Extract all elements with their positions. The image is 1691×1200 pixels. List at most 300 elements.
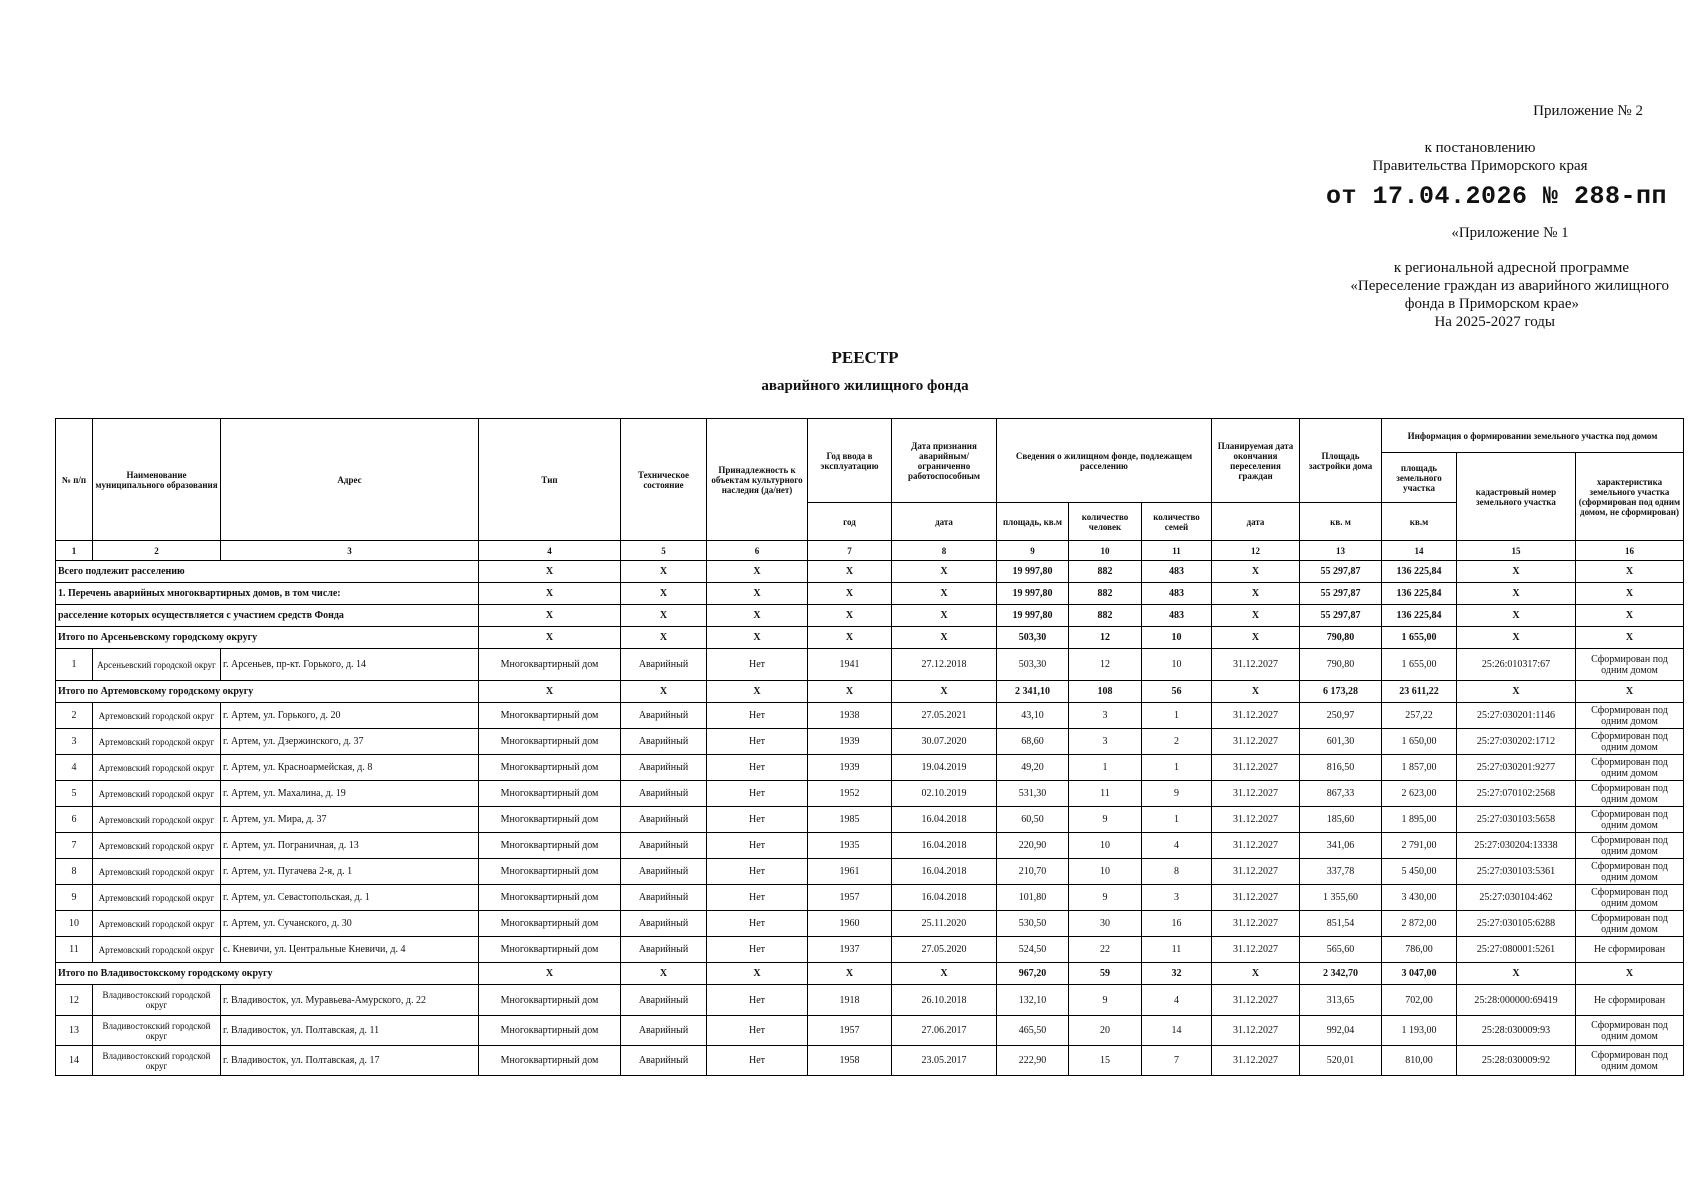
row-date: 16.04.2018 xyxy=(892,859,997,885)
summary-row xyxy=(56,605,1684,627)
table-row xyxy=(56,859,1684,885)
column-number: 4 xyxy=(479,541,621,561)
row-fam: 4 xyxy=(1142,833,1212,859)
table-row xyxy=(56,1016,1684,1046)
row-land: 1 895,00 xyxy=(1382,807,1457,833)
row-address: г. Артем, ул. Пограничная, д. 13 xyxy=(221,833,479,859)
row-cond: Аварийный xyxy=(621,781,707,807)
row-cond: Аварийный xyxy=(621,1016,707,1046)
summary-build: 790,80 xyxy=(1300,627,1382,649)
row-address: г. Владивосток, ул. Муравьева-Амурского, д. 22 xyxy=(221,985,479,1016)
row-area: 503,30 xyxy=(997,649,1069,681)
program-line-4: На 2025-2027 годы xyxy=(1434,314,1555,330)
summary-c8: X xyxy=(892,627,997,649)
row-her: Нет xyxy=(707,1016,808,1046)
row-date: 23.05.2017 xyxy=(892,1046,997,1076)
row-land: 786,00 xyxy=(1382,937,1457,963)
row-cond: Аварийный xyxy=(621,859,707,885)
row-plan: 31.12.2027 xyxy=(1212,729,1300,755)
row-people: 10 xyxy=(1069,833,1142,859)
row-cad: 25:27:030202:1712 xyxy=(1457,729,1576,755)
row-fam: 1 xyxy=(1142,755,1212,781)
row-type: Многоквартирный дом xyxy=(479,911,621,937)
summary-area: 19 997,80 xyxy=(997,605,1069,627)
summary-c16: X xyxy=(1576,605,1684,627)
table-row xyxy=(56,911,1684,937)
col-land-char: характеристика земельного участка (сформирован под одним домом, не сформирован) xyxy=(1576,453,1684,541)
row-cond: Аварийный xyxy=(621,729,707,755)
row-area: 222,90 xyxy=(997,1046,1069,1076)
summary-families: 483 xyxy=(1142,561,1212,583)
summary-c12: X xyxy=(1212,605,1300,627)
summary-c15: X xyxy=(1457,583,1576,605)
row-address: г. Артем, ул. Махалина, д. 19 xyxy=(221,781,479,807)
row-plan: 31.12.2027 xyxy=(1212,885,1300,911)
summary-row xyxy=(56,681,1684,703)
col-land-area: площадь земельного участка xyxy=(1382,453,1457,503)
col-build-area: Площадь застройки дома xyxy=(1300,419,1382,503)
summary-row xyxy=(56,627,1684,649)
program-line-1: к региональной адресной программе xyxy=(1393,260,1629,276)
row-type: Многоквартирный дом xyxy=(479,985,621,1016)
row-date: 26.10.2018 xyxy=(892,985,997,1016)
row-plan: 31.12.2027 xyxy=(1212,807,1300,833)
row-year: 1957 xyxy=(808,1016,892,1046)
row-fam: 16 xyxy=(1142,911,1212,937)
row-number: 2 xyxy=(56,703,93,729)
row-cad: 25:28:000000:69419 xyxy=(1457,985,1576,1016)
row-cond: Аварийный xyxy=(621,833,707,859)
row-cad: 25:28:030009:93 xyxy=(1457,1016,1576,1046)
row-fam: 2 xyxy=(1142,729,1212,755)
summary-people: 882 xyxy=(1069,561,1142,583)
row-cond: Аварийный xyxy=(621,755,707,781)
row-cad: 25:26:010317:67 xyxy=(1457,649,1576,681)
row-people: 1 xyxy=(1069,755,1142,781)
summary-land: 1 655,00 xyxy=(1382,627,1457,649)
to-resolution: к постановлению xyxy=(1424,140,1536,156)
row-area: 68,60 xyxy=(997,729,1069,755)
table-row xyxy=(56,755,1684,781)
row-cad: 25:27:030103:5361 xyxy=(1457,859,1576,885)
summary-land: 136 225,84 xyxy=(1382,605,1457,627)
row-plan: 31.12.2027 xyxy=(1212,911,1300,937)
row-area: 465,50 xyxy=(997,1016,1069,1046)
unit-families: количество семей xyxy=(1142,503,1212,541)
summary-row xyxy=(56,963,1684,985)
registry-subtitle: аварийного жилищного фонда xyxy=(761,378,969,394)
unit-m2-land: кв.м xyxy=(1382,503,1457,541)
table-row xyxy=(56,703,1684,729)
row-date: 19.04.2019 xyxy=(892,755,997,781)
column-number: 14 xyxy=(1382,541,1457,561)
row-area: 43,10 xyxy=(997,703,1069,729)
row-cad: 25:27:030201:1146 xyxy=(1457,703,1576,729)
row-municipality: Артемовский городской округ xyxy=(93,755,221,781)
row-number: 4 xyxy=(56,755,93,781)
table-row xyxy=(56,649,1684,681)
row-address: г. Артем, ул. Мира, д. 37 xyxy=(221,807,479,833)
summary-c8: X xyxy=(892,681,997,703)
row-her: Нет xyxy=(707,985,808,1016)
summary-c8: X xyxy=(892,963,997,985)
row-type: Многоквартирный дом xyxy=(479,833,621,859)
row-date: 16.04.2018 xyxy=(892,885,997,911)
row-plan: 31.12.2027 xyxy=(1212,937,1300,963)
summary-build: 2 342,70 xyxy=(1300,963,1382,985)
row-year: 1960 xyxy=(808,911,892,937)
row-cond: Аварийный xyxy=(621,703,707,729)
row-land: 2 872,00 xyxy=(1382,911,1457,937)
row-municipality: Артемовский городской округ xyxy=(93,703,221,729)
summary-c5: X xyxy=(621,681,707,703)
column-number: 8 xyxy=(892,541,997,561)
row-people: 9 xyxy=(1069,885,1142,911)
row-build: 565,60 xyxy=(1300,937,1382,963)
row-municipality: Владивостокский городской округ xyxy=(93,1016,221,1046)
appendix-1: «Приложение № 1 xyxy=(1451,225,1569,241)
summary-c12: X xyxy=(1212,583,1300,605)
row-municipality: Артемовский городской округ xyxy=(93,781,221,807)
row-type: Многоквартирный дом xyxy=(479,807,621,833)
row-build: 1 355,60 xyxy=(1300,885,1382,911)
row-area: 132,10 xyxy=(997,985,1069,1016)
unit-date: дата xyxy=(892,503,997,541)
summary-area: 19 997,80 xyxy=(997,583,1069,605)
row-land-char: Сформирован под одним домом xyxy=(1576,833,1684,859)
row-people: 9 xyxy=(1069,807,1142,833)
summary-c5: X xyxy=(621,583,707,605)
summary-area: 2 341,10 xyxy=(997,681,1069,703)
row-her: Нет xyxy=(707,807,808,833)
table-row xyxy=(56,781,1684,807)
row-her: Нет xyxy=(707,755,808,781)
column-number: 7 xyxy=(808,541,892,561)
row-number: 5 xyxy=(56,781,93,807)
row-cond: Аварийный xyxy=(621,937,707,963)
row-year: 1961 xyxy=(808,859,892,885)
row-land: 257,22 xyxy=(1382,703,1457,729)
government-name: Правительства Приморского края xyxy=(1372,158,1588,174)
summary-row xyxy=(56,583,1684,605)
column-number: 11 xyxy=(1142,541,1212,561)
column-number: 9 xyxy=(997,541,1069,561)
row-address: с. Кневичи, ул. Центральные Кневичи, д. 4 xyxy=(221,937,479,963)
summary-families: 56 xyxy=(1142,681,1212,703)
row-build: 341,06 xyxy=(1300,833,1382,859)
appendix-number: Приложение № 2 xyxy=(1533,103,1643,119)
row-land-char: Сформирован под одним домом xyxy=(1576,703,1684,729)
col-housing-info: Сведения о жилищном фонде, подлежащем расселению xyxy=(997,419,1212,503)
unit-area: площадь, кв.м xyxy=(997,503,1069,541)
row-address: г. Артем, ул. Красноармейская, д. 8 xyxy=(221,755,479,781)
row-land-char: Сформирован под одним домом xyxy=(1576,729,1684,755)
row-land-char: Сформирован под одним домом xyxy=(1576,755,1684,781)
row-build: 520,01 xyxy=(1300,1046,1382,1076)
row-type: Многоквартирный дом xyxy=(479,703,621,729)
row-build: 601,30 xyxy=(1300,729,1382,755)
row-area: 60,50 xyxy=(997,807,1069,833)
row-build: 816,50 xyxy=(1300,755,1382,781)
row-her: Нет xyxy=(707,729,808,755)
summary-people: 882 xyxy=(1069,605,1142,627)
row-people: 9 xyxy=(1069,985,1142,1016)
row-address: г. Владивосток, ул. Полтавская, д. 11 xyxy=(221,1016,479,1046)
row-people: 22 xyxy=(1069,937,1142,963)
row-plan: 31.12.2027 xyxy=(1212,985,1300,1016)
summary-c8: X xyxy=(892,561,997,583)
row-address: г. Арсеньев, пр-кт. Горького, д. 14 xyxy=(221,649,479,681)
row-type: Многоквартирный дом xyxy=(479,859,621,885)
row-plan: 31.12.2027 xyxy=(1212,1016,1300,1046)
summary-people: 108 xyxy=(1069,681,1142,703)
row-area: 530,50 xyxy=(997,911,1069,937)
summary-c15: X xyxy=(1457,561,1576,583)
row-land-char: Сформирован под одним домом xyxy=(1576,649,1684,681)
row-number: 10 xyxy=(56,911,93,937)
summary-c6: X xyxy=(707,627,808,649)
row-land-char: Сформирован под одним домом xyxy=(1576,1016,1684,1046)
col-cadastral: кадастровый номер земельного участка xyxy=(1457,453,1576,541)
row-people: 20 xyxy=(1069,1016,1142,1046)
row-cad: 25:27:030201:9277 xyxy=(1457,755,1576,781)
col-condition: Техническое состояние xyxy=(621,419,707,541)
table-row xyxy=(56,729,1684,755)
summary-c6: X xyxy=(707,963,808,985)
summary-area: 503,30 xyxy=(997,627,1069,649)
row-number: 11 xyxy=(56,937,93,963)
row-number: 8 xyxy=(56,859,93,885)
row-people: 30 xyxy=(1069,911,1142,937)
row-fam: 3 xyxy=(1142,885,1212,911)
column-numbers-row xyxy=(56,541,1684,561)
decree-number: от 17.04.2026 № 288-пп xyxy=(1325,182,1667,211)
row-her: Нет xyxy=(707,703,808,729)
row-address: г. Артем, ул. Горького, д. 20 xyxy=(221,703,479,729)
row-area: 531,30 xyxy=(997,781,1069,807)
row-year: 1952 xyxy=(808,781,892,807)
row-plan: 31.12.2027 xyxy=(1212,755,1300,781)
row-address: г. Артем, ул. Пугачева 2-я, д. 1 xyxy=(221,859,479,885)
row-date: 27.05.2020 xyxy=(892,937,997,963)
row-land: 1 857,00 xyxy=(1382,755,1457,781)
row-her: Нет xyxy=(707,1046,808,1076)
summary-c8: X xyxy=(892,605,997,627)
row-build: 185,60 xyxy=(1300,807,1382,833)
summary-build: 55 297,87 xyxy=(1300,561,1382,583)
column-number: 3 xyxy=(221,541,479,561)
row-municipality: Владивостокский городской округ xyxy=(93,985,221,1016)
summary-c7: X xyxy=(808,561,892,583)
summary-c5: X xyxy=(621,605,707,627)
summary-c15: X xyxy=(1457,605,1576,627)
row-number: 1 xyxy=(56,649,93,681)
row-land: 3 430,00 xyxy=(1382,885,1457,911)
row-year: 1937 xyxy=(808,937,892,963)
summary-land: 136 225,84 xyxy=(1382,583,1457,605)
summary-c15: X xyxy=(1457,627,1576,649)
row-land: 2 623,00 xyxy=(1382,781,1457,807)
row-land-char: Сформирован под одним домом xyxy=(1576,1046,1684,1076)
row-fam: 4 xyxy=(1142,985,1212,1016)
row-plan: 31.12.2027 xyxy=(1212,703,1300,729)
row-fam: 8 xyxy=(1142,859,1212,885)
table-row xyxy=(56,985,1684,1016)
row-cad: 25:27:030105:6288 xyxy=(1457,911,1576,937)
row-date: 02.10.2019 xyxy=(892,781,997,807)
row-people: 15 xyxy=(1069,1046,1142,1076)
row-type: Многоквартирный дом xyxy=(479,1046,621,1076)
column-number: 10 xyxy=(1069,541,1142,561)
row-build: 992,04 xyxy=(1300,1016,1382,1046)
column-number: 6 xyxy=(707,541,808,561)
summary-build: 6 173,28 xyxy=(1300,681,1382,703)
row-her: Нет xyxy=(707,781,808,807)
row-her: Нет xyxy=(707,649,808,681)
row-fam: 10 xyxy=(1142,649,1212,681)
row-number: 3 xyxy=(56,729,93,755)
summary-c7: X xyxy=(808,963,892,985)
summary-c5: X xyxy=(621,627,707,649)
row-year: 1938 xyxy=(808,703,892,729)
column-number: 2 xyxy=(93,541,221,561)
summary-c4: X xyxy=(479,681,621,703)
row-area: 220,90 xyxy=(997,833,1069,859)
summary-label: Всего подлежит расселению xyxy=(56,561,479,583)
row-year: 1958 xyxy=(808,1046,892,1076)
summary-c6: X xyxy=(707,561,808,583)
summary-c4: X xyxy=(479,561,621,583)
column-number: 16 xyxy=(1576,541,1684,561)
summary-label: Итого по Арсеньевскому городскому округу xyxy=(56,627,479,649)
row-municipality: Артемовский городской округ xyxy=(93,833,221,859)
row-address: г. Артем, ул. Дзержинского, д. 37 xyxy=(221,729,479,755)
row-her: Нет xyxy=(707,911,808,937)
summary-build: 55 297,87 xyxy=(1300,583,1382,605)
summary-label: Итого по Артемовскому городскому округу xyxy=(56,681,479,703)
col-num: № п/п xyxy=(56,419,93,541)
unit-people: количество человек xyxy=(1069,503,1142,541)
column-number: 15 xyxy=(1457,541,1576,561)
row-cad: 25:27:030103:5658 xyxy=(1457,807,1576,833)
summary-c7: X xyxy=(808,681,892,703)
summary-c16: X xyxy=(1576,681,1684,703)
unit-date-2: дата xyxy=(1212,503,1300,541)
row-address: г. Артем, ул. Сучанского, д. 30 xyxy=(221,911,479,937)
summary-c6: X xyxy=(707,583,808,605)
row-cond: Аварийный xyxy=(621,1046,707,1076)
row-her: Нет xyxy=(707,937,808,963)
summary-c12: X xyxy=(1212,963,1300,985)
row-municipality: Владивостокский городской округ xyxy=(93,1046,221,1076)
row-people: 10 xyxy=(1069,859,1142,885)
summary-c15: X xyxy=(1457,681,1576,703)
summary-row xyxy=(56,561,1684,583)
row-land: 2 791,00 xyxy=(1382,833,1457,859)
row-date: 16.04.2018 xyxy=(892,833,997,859)
row-fam: 7 xyxy=(1142,1046,1212,1076)
row-plan: 31.12.2027 xyxy=(1212,649,1300,681)
row-build: 867,33 xyxy=(1300,781,1382,807)
summary-c4: X xyxy=(479,963,621,985)
summary-build: 55 297,87 xyxy=(1300,605,1382,627)
summary-land: 3 047,00 xyxy=(1382,963,1457,985)
row-people: 11 xyxy=(1069,781,1142,807)
row-land-char: Сформирован под одним домом xyxy=(1576,885,1684,911)
column-number: 12 xyxy=(1212,541,1300,561)
row-date: 27.12.2018 xyxy=(892,649,997,681)
summary-c7: X xyxy=(808,605,892,627)
summary-c4: X xyxy=(479,627,621,649)
row-her: Нет xyxy=(707,859,808,885)
row-area: 101,80 xyxy=(997,885,1069,911)
summary-c7: X xyxy=(808,583,892,605)
row-type: Многоквартирный дом xyxy=(479,1016,621,1046)
row-land-char: Сформирован под одним домом xyxy=(1576,807,1684,833)
row-address: г. Артем, ул. Севастопольская, д. 1 xyxy=(221,885,479,911)
row-type: Многоквартирный дом xyxy=(479,649,621,681)
row-plan: 31.12.2027 xyxy=(1212,859,1300,885)
col-address: Адрес xyxy=(221,419,479,541)
row-fam: 1 xyxy=(1142,703,1212,729)
table-row xyxy=(56,833,1684,859)
summary-land: 23 611,22 xyxy=(1382,681,1457,703)
row-address: г. Владивосток, ул. Полтавская, д. 17 xyxy=(221,1046,479,1076)
summary-c7: X xyxy=(808,627,892,649)
col-heritage: Принадлежность к объектам культурного наследия (да/нет) xyxy=(707,419,808,541)
row-plan: 31.12.2027 xyxy=(1212,781,1300,807)
row-number: 12 xyxy=(56,985,93,1016)
row-build: 250,97 xyxy=(1300,703,1382,729)
row-area: 524,50 xyxy=(997,937,1069,963)
summary-c16: X xyxy=(1576,627,1684,649)
row-year: 1957 xyxy=(808,885,892,911)
summary-c5: X xyxy=(621,963,707,985)
row-year: 1939 xyxy=(808,729,892,755)
summary-c6: X xyxy=(707,605,808,627)
row-type: Многоквартирный дом xyxy=(479,885,621,911)
row-fam: 11 xyxy=(1142,937,1212,963)
registry-table xyxy=(55,418,1684,1076)
summary-label: 1. Перечень аварийных многоквартирных домов, в том числе: xyxy=(56,583,479,605)
row-date: 25.11.2020 xyxy=(892,911,997,937)
row-area: 49,20 xyxy=(997,755,1069,781)
row-people: 3 xyxy=(1069,729,1142,755)
column-number: 1 xyxy=(56,541,93,561)
column-number: 13 xyxy=(1300,541,1382,561)
col-recognition: Дата признания аварийным/ ограниченно работоспособным xyxy=(892,419,997,503)
row-cond: Аварийный xyxy=(621,911,707,937)
row-people: 3 xyxy=(1069,703,1142,729)
summary-people: 59 xyxy=(1069,963,1142,985)
row-land-char: Не сформирован xyxy=(1576,937,1684,963)
registry-title: РЕЕСТР xyxy=(831,348,899,367)
summary-c5: X xyxy=(621,561,707,583)
row-land: 810,00 xyxy=(1382,1046,1457,1076)
summary-area: 19 997,80 xyxy=(997,561,1069,583)
row-type: Многоквартирный дом xyxy=(479,937,621,963)
row-number: 9 xyxy=(56,885,93,911)
table-row xyxy=(56,807,1684,833)
col-municipality: Наименование муниципального образования xyxy=(93,419,221,541)
row-build: 851,54 xyxy=(1300,911,1382,937)
row-year: 1939 xyxy=(808,755,892,781)
row-land-char: Сформирован под одним домом xyxy=(1576,911,1684,937)
row-build: 790,80 xyxy=(1300,649,1382,681)
row-cad: 25:28:030009:92 xyxy=(1457,1046,1576,1076)
row-year: 1941 xyxy=(808,649,892,681)
summary-c4: X xyxy=(479,605,621,627)
